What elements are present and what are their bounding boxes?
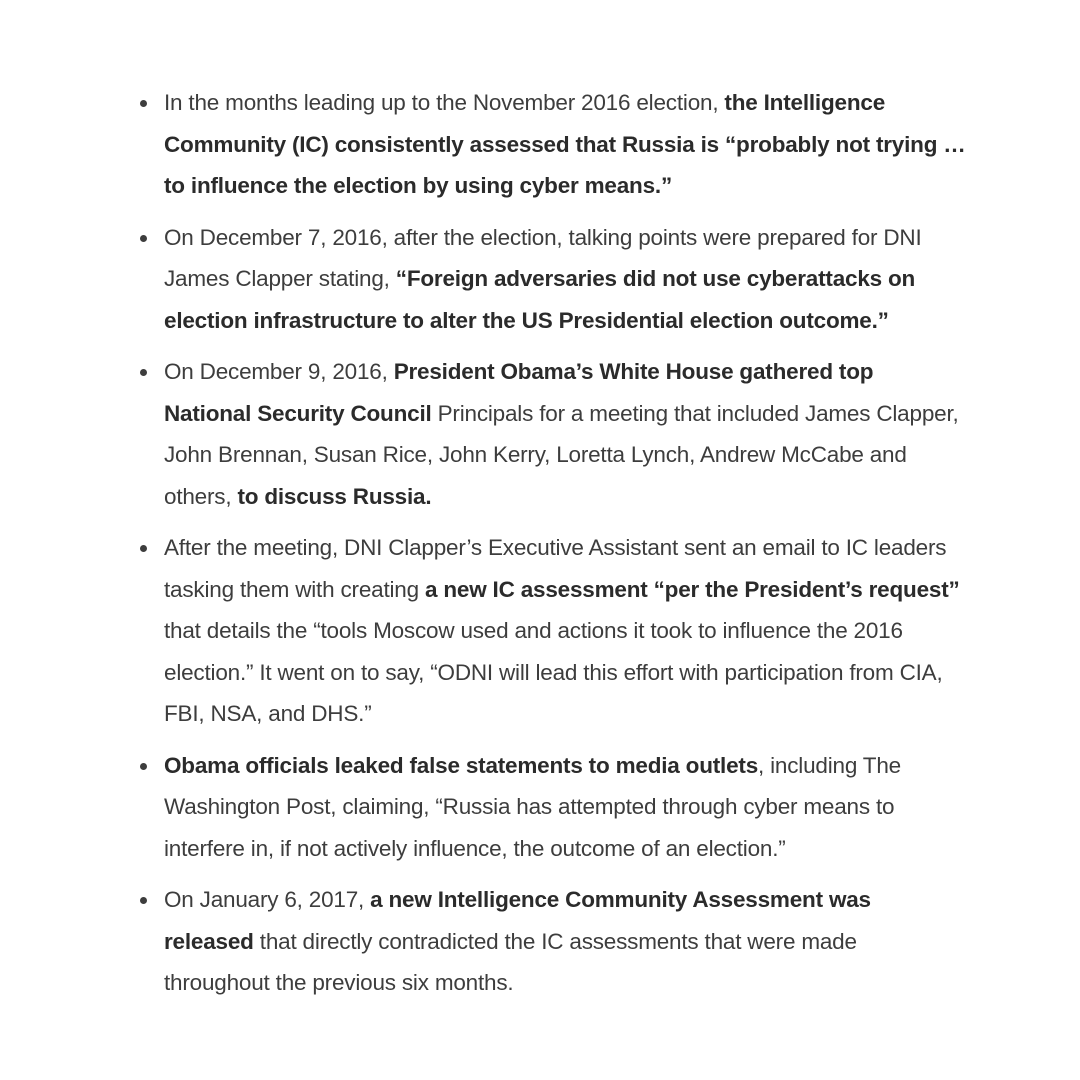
text-segment: that directly contradicted the IC assessments that were made throughout the previous six months. — [164, 928, 857, 995]
bold-text-segment: President Obama’s White House gathered top National Security Council — [164, 359, 874, 426]
text-segment: On January 6, 2017, — [164, 887, 371, 912]
bold-text-segment: “Foreign adversaries did not use cyberattacks on election infrastructure to alter the US Presidential election outcome.” — [164, 266, 916, 333]
bold-text-segment: a new Intelligence Community Assessment was released — [164, 887, 871, 954]
text-segment: that details the “tools Moscow used and actions it took to influence the 2016 election.” It went on to say, “ODNI will lead this effort with participation from CIA, FBI, NSA, and DHS.” — [164, 618, 943, 726]
text-segment: , including The Washington Post, claiming, “Russia has attempted through cyber means to interfere in, if not actively influence, the outcome of an election.” — [164, 752, 901, 861]
bullet-item — [136, 527, 966, 735]
bold-text-segment: Obama officials leaked false statements to media outlets — [164, 752, 759, 778]
text-segment: After the meeting, DNI Clapper’s Executive Assistant sent an email to IC leaders tasking them with creating — [164, 535, 947, 602]
text-segment: In the months leading up to the November 2016 election, — [164, 90, 725, 115]
bullet-item — [136, 351, 966, 517]
bullet-item — [136, 82, 966, 207]
text-segment: On December 9, 2016, — [164, 359, 394, 384]
text-segment: On December 7, 2016, after the election, talking points were prepared for DNI James Clapper stating, — [164, 224, 922, 291]
bullet-item — [136, 879, 966, 1004]
bullet-item — [136, 745, 966, 870]
text-segment: Principals for a meeting that included James Clapper, John Brennan, Susan Rice, John Kerry, Loretta Lynch, Andrew McCabe and others, — [164, 400, 959, 509]
bold-text-segment: the Intelligence Community (IC) consistently assessed that Russia is “probably not trying … to influence the election by using cyber means.” — [164, 90, 966, 198]
bold-text-segment: to discuss Russia. — [237, 483, 432, 509]
document-body — [136, 82, 966, 1014]
bullet-item — [136, 217, 966, 342]
bullet-list — [136, 82, 966, 1004]
bold-text-segment: a new IC assessment “per the President’s request” — [424, 576, 960, 602]
